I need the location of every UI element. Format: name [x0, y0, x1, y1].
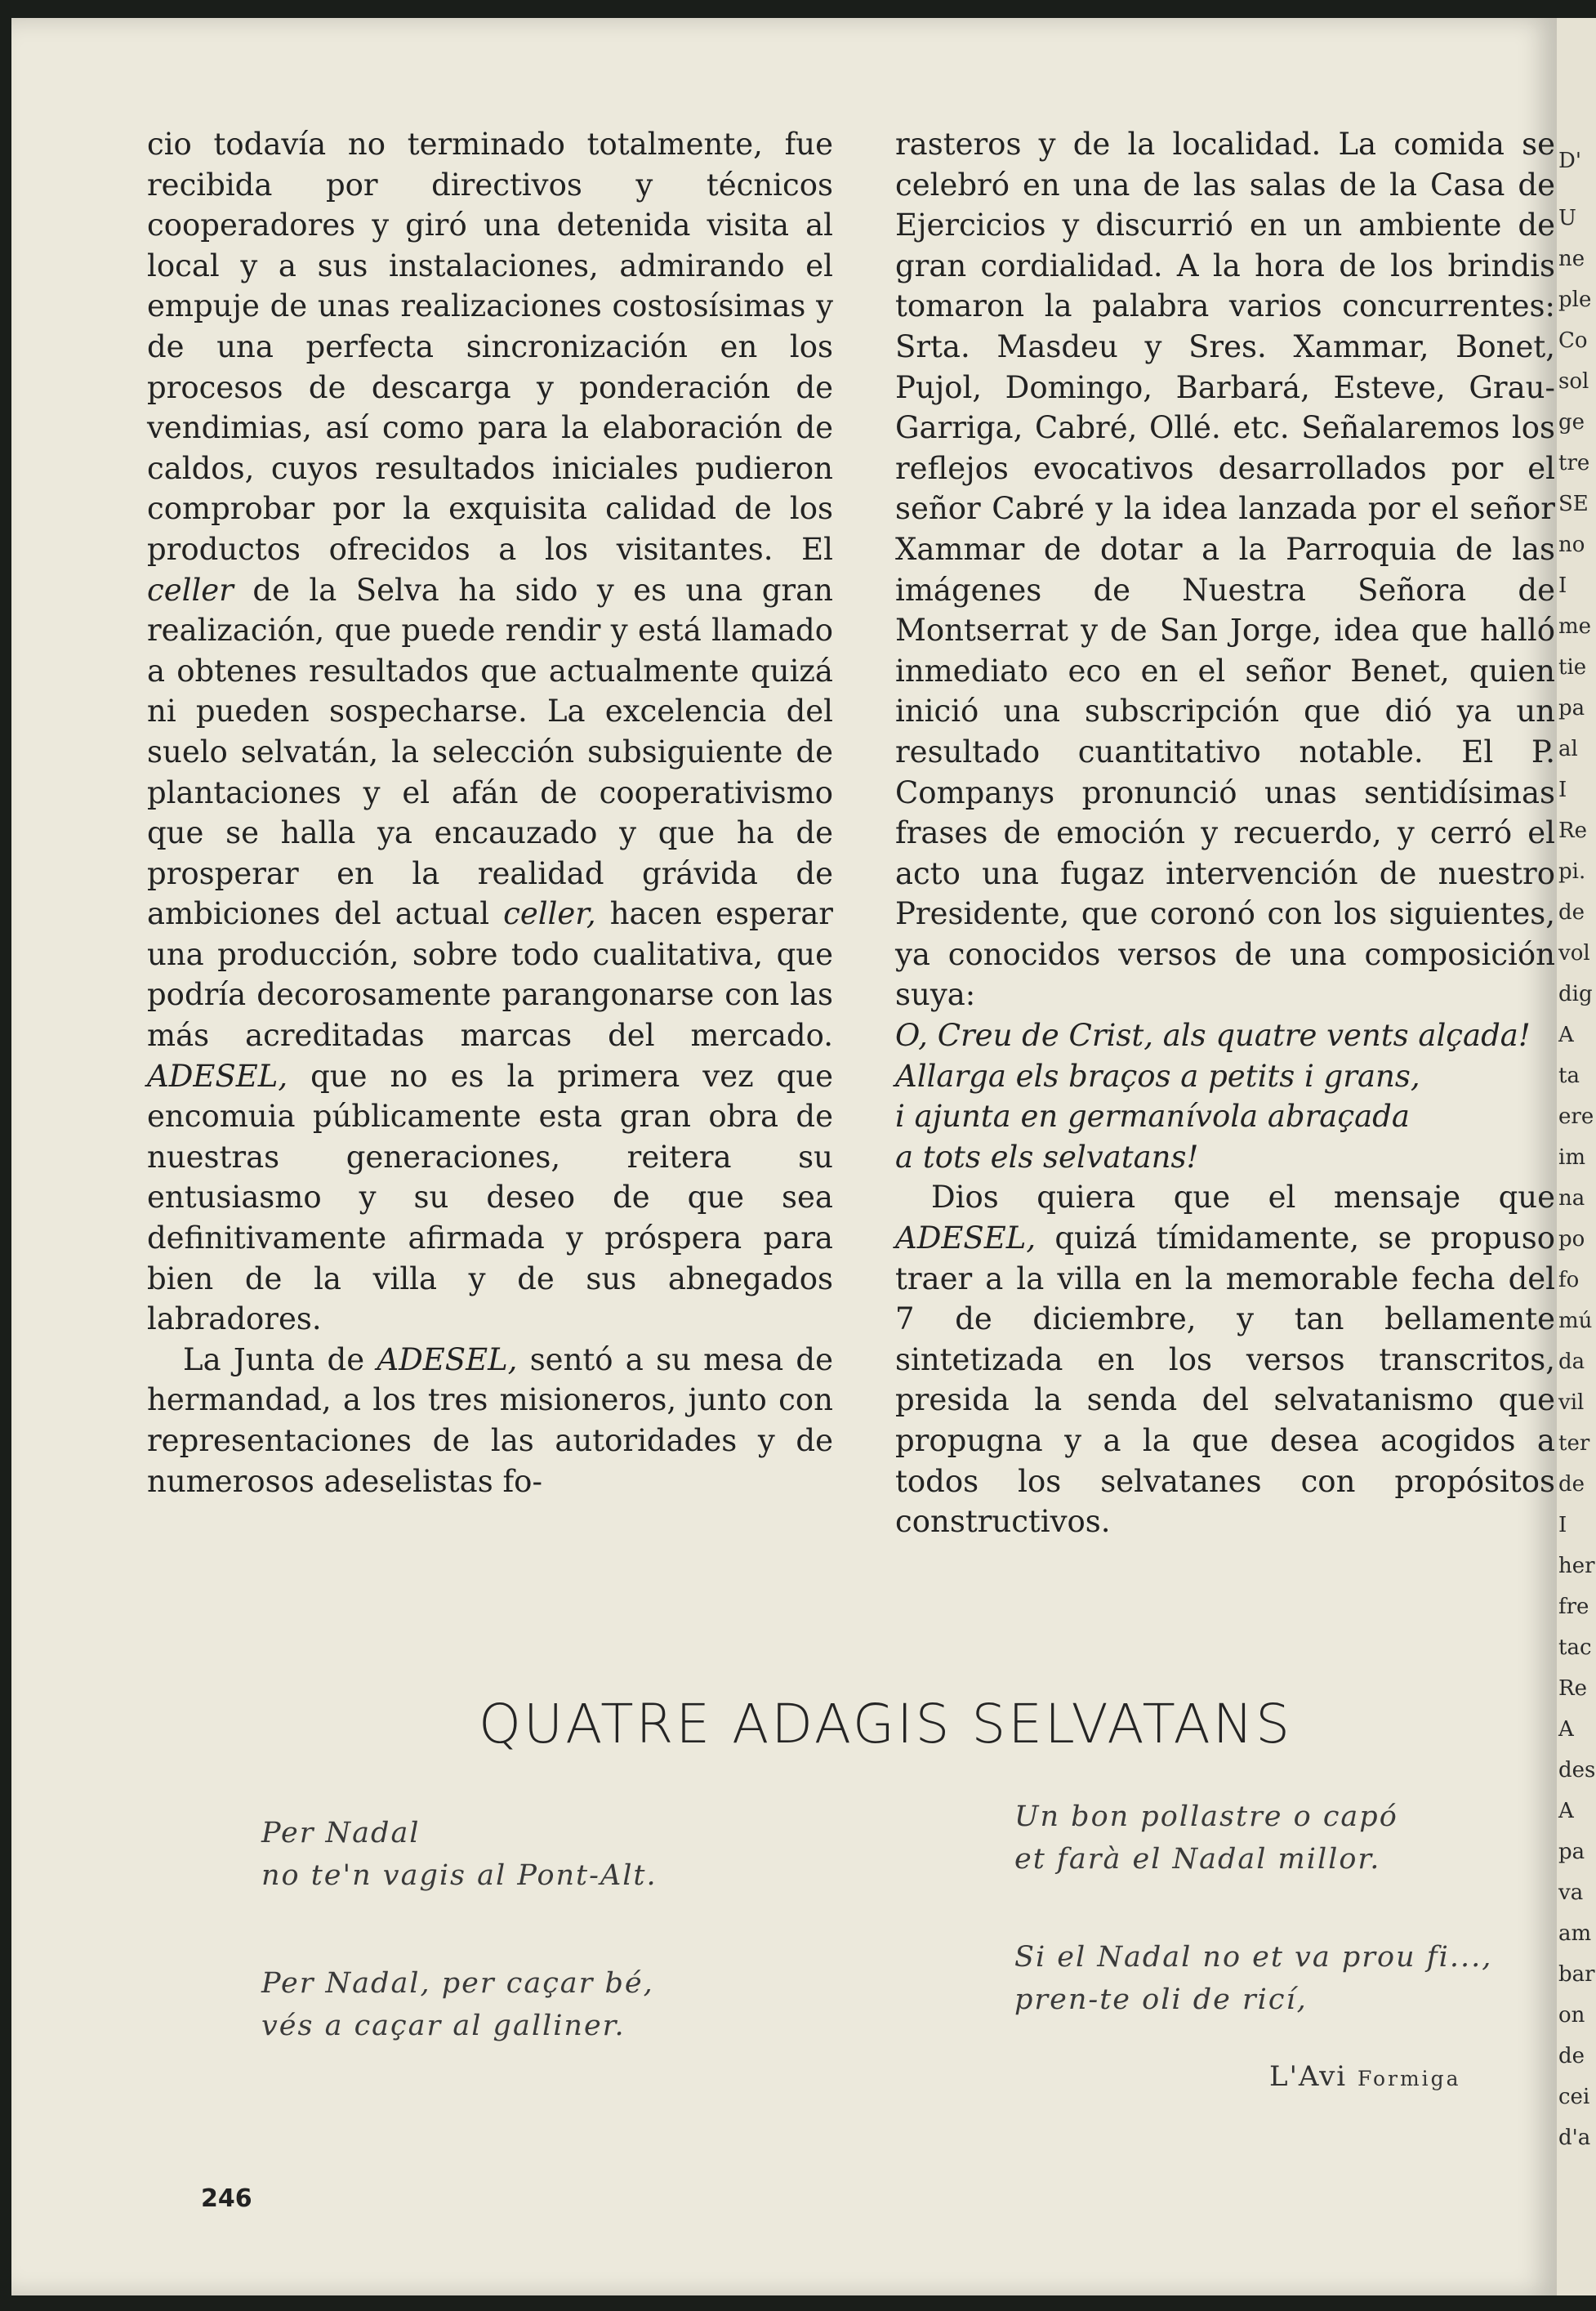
next-page-fragment: no — [1558, 533, 1585, 557]
next-page-fragment: Co — [1558, 328, 1588, 353]
adage-line: vés a caçar al galliner. — [261, 2010, 626, 2042]
verse-line: O, Creu de Crist, als quatre vents alçada! — [895, 1018, 1531, 1054]
next-page-fragment: her — [1558, 1554, 1595, 1578]
italic-term: ADESEL, — [147, 1058, 288, 1094]
text-run: hacen esperar una producción, sobre todo cualitativa, que podría decorosamente parangonarse con las más acreditadas marcas del mercado. — [147, 896, 833, 1054]
next-page-fragment: pa — [1558, 696, 1585, 721]
page-number: 246 — [201, 2184, 252, 2213]
left-paragraph-2 — [147, 1340, 833, 1501]
next-page-fragment: va — [1558, 1880, 1584, 1905]
adage — [1014, 1796, 1398, 1880]
next-page-fragment: vol — [1558, 941, 1590, 966]
italic-term: ADESEL, — [895, 1220, 1037, 1256]
next-page-fragment: fo — [1558, 1268, 1580, 1292]
adage-line: no te'n vagis al Pont-Alt. — [261, 1859, 658, 1892]
next-page-fragment: A — [1558, 1799, 1574, 1823]
next-page-fragment: SE — [1558, 492, 1589, 516]
next-page-fragment: I — [1558, 778, 1567, 802]
text-run: quizá tímidamente, se propuso traer a la villa en la memorable fecha del 7 de diciembre, y tan bellamente sintetizada en los versos transcritos, presida la senda del selvatanismo que propugna y a la que desea acogidos a todos los selvatanes con propósitos constructivos. — [895, 1220, 1555, 1540]
italic-term: celler, — [503, 896, 596, 932]
verse-line: Allarga els braços a petits i grans, — [895, 1058, 1420, 1094]
next-page-fragment: dig — [1558, 982, 1593, 1006]
next-page-fragment: I — [1558, 1513, 1567, 1537]
next-page-fragment: pa — [1558, 1840, 1585, 1864]
next-page-fragment: fre — [1558, 1595, 1589, 1619]
signature-last: Formiga — [1357, 2067, 1461, 2090]
verse-line: a tots els selvatans! — [895, 1139, 1199, 1175]
section-heading: QUATRE ADAGIS SELVATANS — [478, 1693, 1293, 1756]
next-page-fragment: ple — [1558, 288, 1592, 312]
next-page-fragment: na — [1558, 1186, 1585, 1211]
adage-line: Un bon pollastre o capó — [1014, 1800, 1398, 1833]
adage-line: pren-te oli de ricí, — [1014, 1983, 1308, 2016]
next-page-fragment: am — [1558, 1921, 1592, 1946]
adage — [1014, 1936, 1492, 2021]
adage-line: Per Nadal — [261, 1817, 421, 1849]
next-page-fragment: ter — [1558, 1431, 1590, 1456]
next-page-fragment: A — [1558, 1717, 1574, 1742]
next-page-fragment: al — [1558, 737, 1578, 761]
next-page-fragment: pi. — [1558, 859, 1586, 884]
next-page-fragment: D' — [1558, 149, 1581, 173]
left-paragraph-1 — [147, 124, 833, 1340]
next-page-fragment: tre — [1558, 451, 1590, 475]
adage — [261, 1812, 658, 1897]
next-page-fragment: Re — [1558, 819, 1587, 843]
author-signature — [1269, 2060, 1461, 2093]
next-page-fragment: ere — [1558, 1104, 1594, 1129]
next-page-fragment: A — [1558, 1023, 1574, 1047]
next-page-fragment: da — [1558, 1350, 1585, 1374]
text-run: sentó a su mesa de hermandad, a los tres misioneros, junto con representaciones de las autoridades y de numerosos adeselistas fo- — [147, 1341, 833, 1499]
signature-first: L'Avi — [1269, 2060, 1357, 2093]
adage — [261, 1962, 654, 2047]
next-page-fragment: de — [1558, 1472, 1585, 1497]
italic-term: celler — [147, 572, 234, 608]
next-page-fragment: tie — [1558, 655, 1587, 680]
left-column — [147, 124, 833, 1501]
next-page-fragment: sol — [1558, 369, 1589, 394]
text-run: cio todavía no terminado totalmente, fue recibida por directivos y técnicos cooperadores y giró una detenida visita al local y a sus instalaciones, admirando el empuje de unas realizaciones costosísimas y de una perfecta sincronización en los procesos de descarga y ponderación de vendimias, así como para la elaboración de caldos, cuyos resultados iniciales pudieron comprobar por la exquisita calidad de los productos ofrecidos a los visitantes. El — [147, 127, 833, 567]
next-page-fragment: d'a — [1558, 2126, 1591, 2150]
adage-line: et farà el Nadal millor. — [1014, 1843, 1381, 1876]
next-page-fragment: Re — [1558, 1676, 1587, 1701]
text-run: Dios quiera que el mensaje que — [931, 1180, 1555, 1216]
next-page-fragment: de — [1558, 2044, 1585, 2068]
document-page — [11, 18, 1557, 2295]
adage-line: Per Nadal, per caçar bé, — [261, 1967, 654, 2000]
verse-line: i ajunta en germanívola abraçada — [895, 1099, 1410, 1135]
right-paragraph-1: rasteros y de la localidad. La comida se celebró en una de las salas de la Casa de Ejercicios y discurrió en un ambiente de gran cordialidad. A la hora de los brindis tomaron la palabra varios concurrentes: Srta. Masdeu y Sres. Xammar, Bonet, Pujol, Domingo, Barbará, Esteve, Grau-Garriga, Cabré, Ollé. etc. Señalaremos los reflejos evocativos desarrollados por el señor Cabré y la idea lanzada por el señor Xammar de dotar a la Parroquia de las imágenes de Nuestra Señora de Montserrat y de San Jorge, idea que halló inmediato eco en el señor Benet, quien inició una subscripción que dió ya un resultado cuantitativo notable. El P. Companys pronunció unas sentidísimas frases de emoción y recuerdo, y cerró el acto una fugaz intervención de nuestro Presidente, que coronó con los siguientes, ya conocidos versos de una composición suya: — [895, 127, 1555, 1013]
next-page-fragment: de — [1558, 900, 1585, 925]
next-page-fragment: im — [1558, 1145, 1585, 1170]
quoted-verse — [895, 1015, 1555, 1177]
text-run: La Junta de — [183, 1341, 377, 1377]
next-page-fragment: des — [1558, 1758, 1596, 1782]
right-paragraph-2 — [895, 1177, 1555, 1541]
right-column — [895, 124, 1555, 1542]
italic-term: ADESEL, — [377, 1341, 518, 1377]
next-page-fragment: po — [1558, 1227, 1585, 1251]
next-page-fragment: vil — [1558, 1390, 1585, 1415]
next-page-edge — [1557, 18, 1596, 2295]
next-page-fragment: ne — [1558, 247, 1585, 271]
text-run: de la Selva ha sido y es una gran realización, que puede rendir y está llamado a obtenes resultados que actualmente quizá ni pueden sospecharse. La excelencia del suelo selvatán, la selección subsiguiente de plantaciones y el afán de cooperativismo que se halla ya encauzado y que ha de prosperar en la realidad grávida de ambiciones del actual — [147, 572, 833, 932]
next-page-fragment: I — [1558, 573, 1567, 598]
next-page-fragment: tac — [1558, 1635, 1592, 1660]
text-run: que no es la primera vez que encomuia públicamente esta gran obra de nuestras generaciones, reitera su entusiasmo y su deseo de que sea definitivamente afirmada y próspera para bien de la villa y de sus abnegados labradores. — [147, 1058, 833, 1337]
adage-line: Si el Nadal no et va prou fi..., — [1014, 1941, 1493, 1974]
next-page-fragment: ge — [1558, 410, 1585, 435]
next-page-fragment: cei — [1558, 2085, 1590, 2109]
next-page-fragment: U — [1558, 206, 1576, 230]
next-page-fragment: bar — [1558, 1962, 1595, 1987]
next-page-fragment: me — [1558, 614, 1592, 639]
next-page-fragment: on — [1558, 2003, 1585, 2028]
next-page-fragment: mú — [1558, 1309, 1593, 1333]
next-page-fragment: ta — [1558, 1064, 1580, 1088]
